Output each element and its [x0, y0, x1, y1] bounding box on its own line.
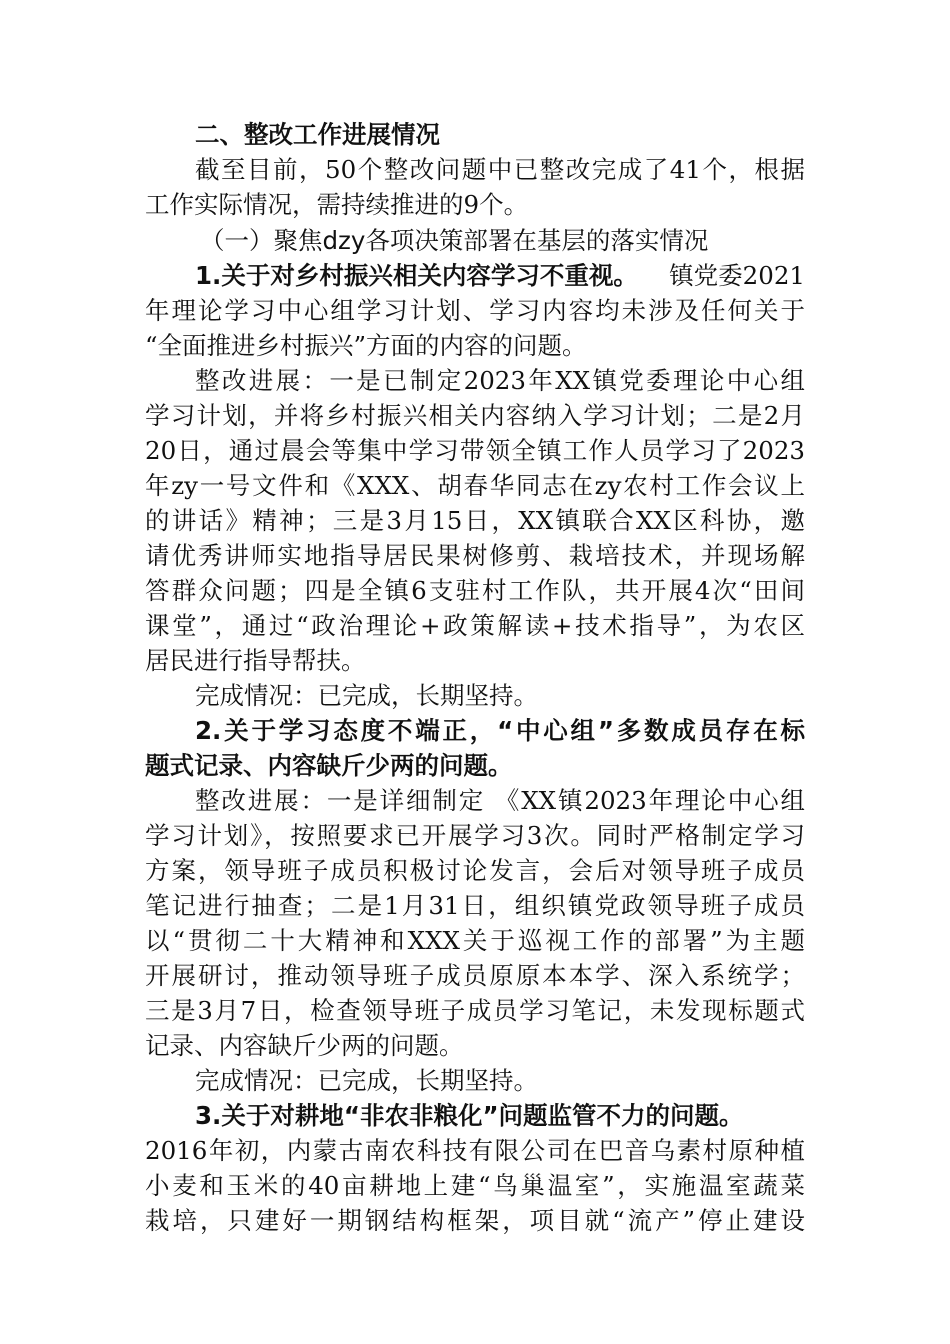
item1-progress-line-4: 年zy一号文件和《XXX、胡春华同志在zy农村工作会议上 — [145, 471, 805, 500]
item1-body-first: 镇党委2021 — [669, 261, 805, 290]
item2-progress-line-7: 三是3月7日，检查领导班子成员学习笔记，未发现标题式 — [145, 996, 805, 1025]
item2-progress-line-8: 记录、内容缺斤少两的问题。 — [145, 1031, 464, 1060]
item1-progress-line-2: 学习计划，并将乡村振兴相关内容纳入学习计划；二是2月 — [145, 401, 805, 430]
item1-progress-line-3: 20日，通过晨会等集中学习带领全镇工作人员学习了2023 — [145, 436, 805, 465]
section-title: 二、整改工作进展情况 — [195, 120, 440, 149]
item3-body-line-1: 2016年初，内蒙古南农科技有限公司在巴音乌素村原种植 — [145, 1136, 805, 1165]
item1-progress-line-6: 请优秀讲师实地指导居民果树修剪、栽培技术，并现场解 — [145, 541, 805, 570]
item2-progress-line-4: 笔记进行抽查；二是1月31日，组织镇党政领导班子成员 — [145, 891, 805, 920]
subsection-title: （一）聚焦dzy各项决策部署在基层的落实情况 — [200, 226, 709, 255]
item1-body-line-1: 年理论学习中心组学习计划、学习内容均未涉及任何关于 — [145, 296, 805, 325]
item1-progress-line-8: 课堂”，通过“政治理论+政策解读+技术指导”，为农区 — [145, 611, 805, 640]
item2-heading-line-1: 2.关于学习态度不端正，“中心组”多数成员存在标 — [195, 716, 805, 745]
item1-progress-line-1: 整改进展：一是已制定2023年XX镇党委理论中心组 — [195, 366, 805, 395]
item1-heading: 1.关于对乡村振兴相关内容学习不重视。 — [195, 261, 638, 290]
intro-line-1: 截至目前，50个整改问题中已整改完成了41个，根据 — [195, 155, 805, 184]
item2-progress-line-6: 开展研讨，推动领导班子成员原原本本学、深入系统学； — [145, 961, 805, 990]
intro-line-2: 工作实际情况，需持续推进的9个。 — [145, 190, 529, 219]
item2-progress-line-1: 整改进展：一是详细制定 《XX镇2023年理论中心组 — [195, 786, 805, 815]
item3-body-line-3: 栽培，只建好一期钢结构框架，项目就“流产”停止建设 — [145, 1206, 805, 1235]
item2-progress-line-3: 方案，领导班子成员积极讨论发言，会后对领导班子成员 — [145, 856, 805, 885]
item3-heading: 3.关于对耕地“非农非粮化”问题监管不力的问题。 — [195, 1101, 744, 1130]
item1-progress-line-9: 居民进行指导帮扶。 — [145, 646, 366, 675]
item2-status: 完成情况：已完成，长期坚持。 — [195, 1066, 538, 1095]
item1-first-line — [195, 259, 805, 293]
item1-progress-line-7: 答群众问题；四是全镇6支驻村工作队，共开展4次“田间 — [145, 576, 805, 605]
item2-progress-line-2: 学习计划》，按照要求已开展学习3次。同时严格制定学习 — [145, 821, 805, 850]
item2-heading-line-2: 题式记录、内容缺斤少两的问题。 — [145, 751, 513, 780]
item3-body-line-2: 小麦和玉米的40亩耕地上建“鸟巢温室”，实施温室蔬菜 — [145, 1171, 805, 1200]
item2-progress-line-5: 以“贯彻二十大精神和XXX关于巡视工作的部署”为主题 — [145, 926, 805, 955]
item1-body-line-2: “全面推进乡村振兴”方面的内容的问题。 — [145, 331, 587, 360]
item1-progress-line-5: 的讲话》精神；三是3月15日，XX镇联合XX区科协，邀 — [145, 506, 805, 535]
item1-status: 完成情况：已完成，长期坚持。 — [195, 681, 538, 710]
